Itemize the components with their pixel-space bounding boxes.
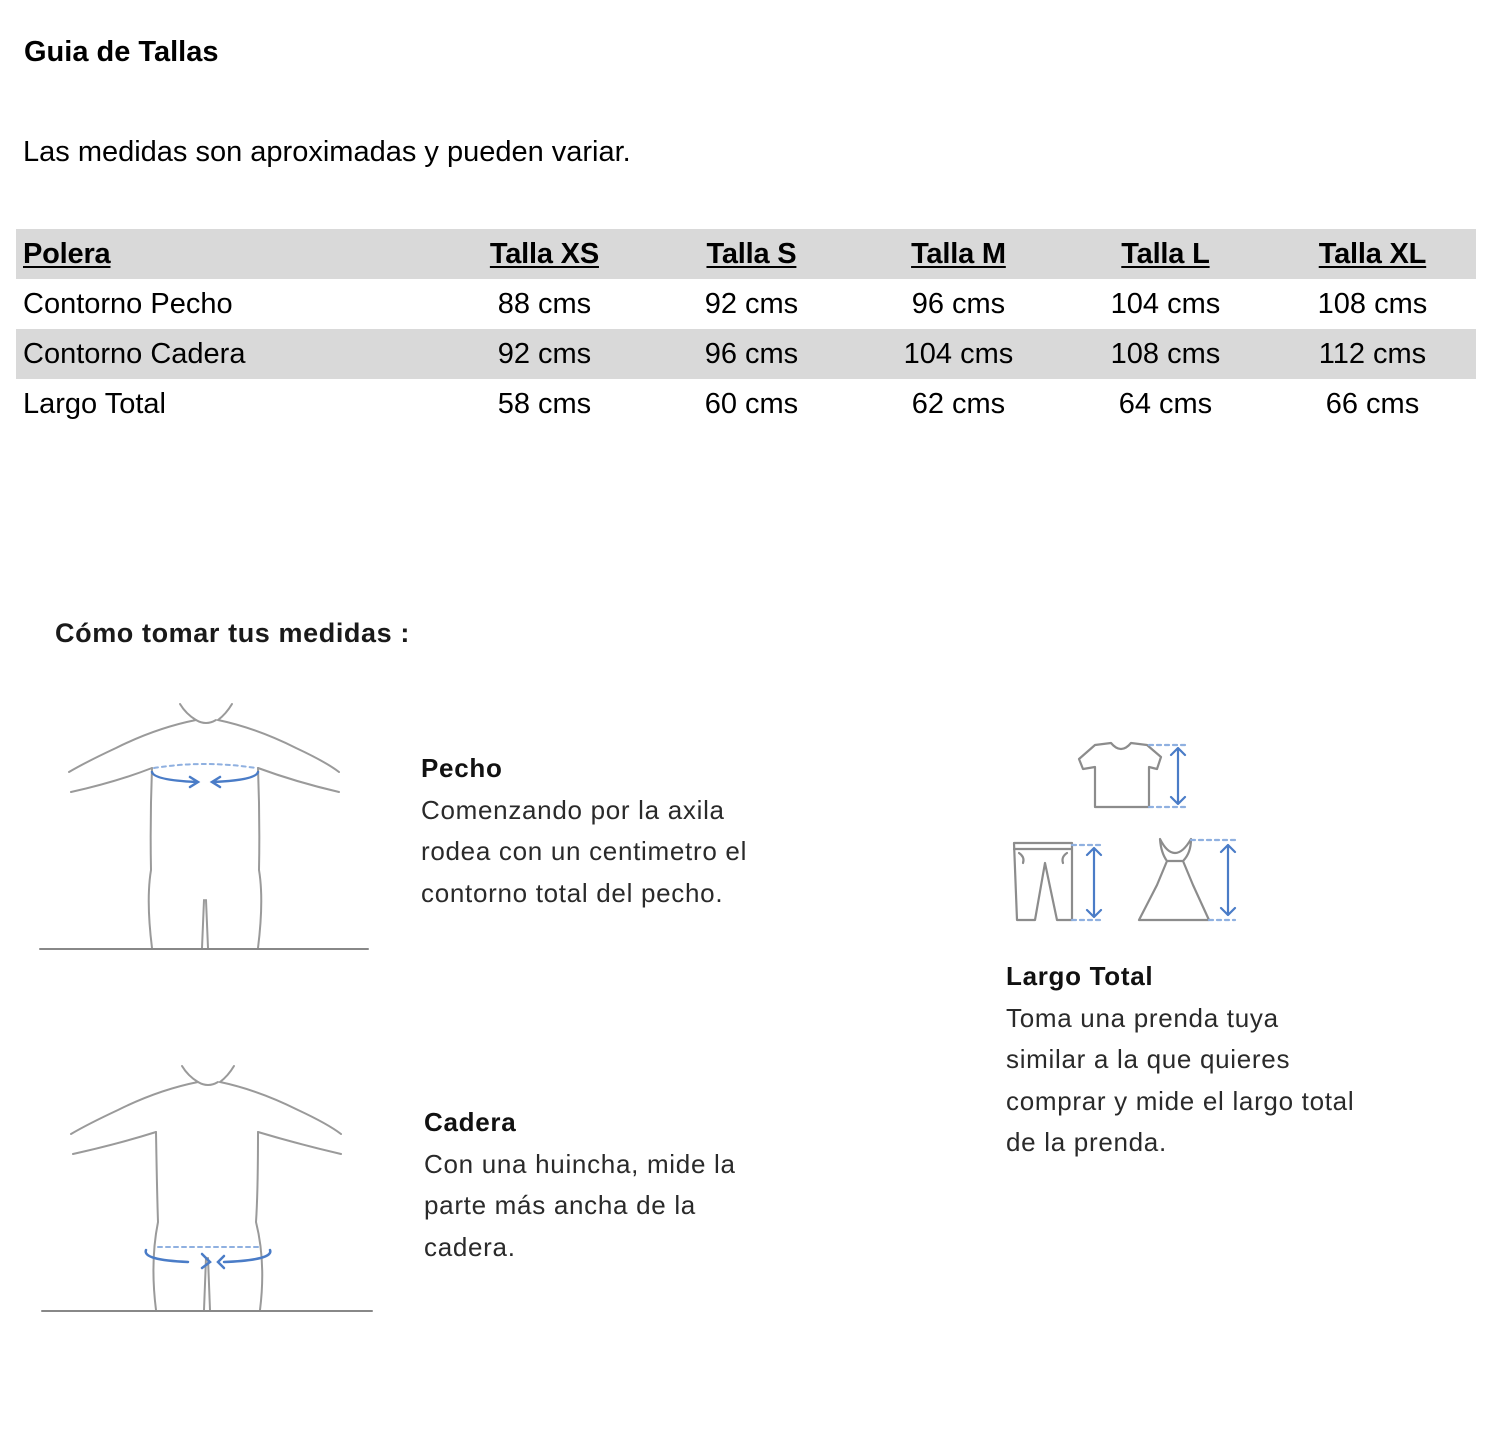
instructions-hip: [424, 1102, 736, 1268]
row-label: Largo Total: [23, 387, 166, 420]
cell-value: 108 cms: [1317, 287, 1428, 320]
instructions-line: Comenzando por la axila: [421, 794, 725, 825]
instructions-line: Toma una prenda tuya: [1006, 1002, 1279, 1033]
instructions-length-heading: Largo Total: [1006, 961, 1154, 991]
row-label: Contorno Cadera: [16, 329, 441, 379]
instructions-line: similar a la que quieres: [1006, 1044, 1291, 1074]
hip-measurement-figure-icon: [38, 1062, 378, 1322]
instructions-line: contorno total del pecho.: [421, 877, 724, 908]
instructions-line: de la prenda.: [1006, 1127, 1167, 1157]
table-row: [16, 329, 1476, 379]
instructions-hip-heading: Cadera: [424, 1107, 517, 1137]
instructions-length: [1006, 956, 1354, 1164]
dress-icon: [1139, 839, 1235, 920]
cell-value: 88 cms: [497, 287, 592, 320]
cell-value: 96 cms: [648, 329, 855, 379]
instructions-line: Con una huincha, mide la: [424, 1148, 736, 1179]
cell-value: 96 cms: [911, 287, 1006, 320]
tshirt-icon: [1079, 743, 1187, 807]
cell-value: 60 cms: [704, 387, 799, 420]
cell-value: 92 cms: [441, 329, 648, 379]
page-subtitle: Las medidas son aproximadas y pueden variar.: [23, 136, 631, 168]
instructions-chest-heading: Pecho: [421, 753, 503, 783]
header-size-xs: Talla XS: [441, 229, 648, 279]
how-to-measure-title: Cómo tomar tus medidas :: [55, 618, 410, 648]
cell-value: 64 cms: [1118, 387, 1213, 420]
cell-value: 108 cms: [1062, 329, 1269, 379]
instructions-chest: [421, 748, 747, 914]
cell-value: 66 cms: [1325, 387, 1420, 420]
cell-value: 92 cms: [704, 287, 799, 320]
instructions-line: cadera.: [424, 1231, 516, 1262]
header-size-l: Talla L: [1062, 229, 1269, 279]
header-size-xl: Talla XL: [1269, 229, 1476, 279]
cell-value: 104 cms: [855, 329, 1062, 379]
instructions-line: parte más ancha de la: [424, 1190, 696, 1220]
row-label: Contorno Pecho: [23, 287, 233, 320]
cell-value: 62 cms: [911, 387, 1006, 420]
header-size-s: Talla S: [648, 229, 855, 279]
table-header-row: [16, 229, 1476, 279]
table-row: [16, 279, 1476, 329]
garment-length-icon: [1005, 735, 1255, 940]
table-row: [16, 379, 1476, 429]
size-table: [16, 229, 1476, 429]
pants-icon: [1014, 843, 1103, 920]
chest-measurement-figure-icon: [36, 700, 376, 960]
cell-value: 104 cms: [1110, 287, 1221, 320]
cell-value: 112 cms: [1269, 329, 1476, 379]
header-size-m: Talla M: [855, 229, 1062, 279]
cell-value: 58 cms: [497, 387, 592, 420]
instructions-line: comprar y mide el largo total: [1006, 1085, 1355, 1116]
instructions-line: rodea con un centimetro el: [421, 836, 748, 866]
header-garment: Polera: [16, 229, 441, 279]
page-title: Guia de Tallas: [24, 36, 219, 68]
